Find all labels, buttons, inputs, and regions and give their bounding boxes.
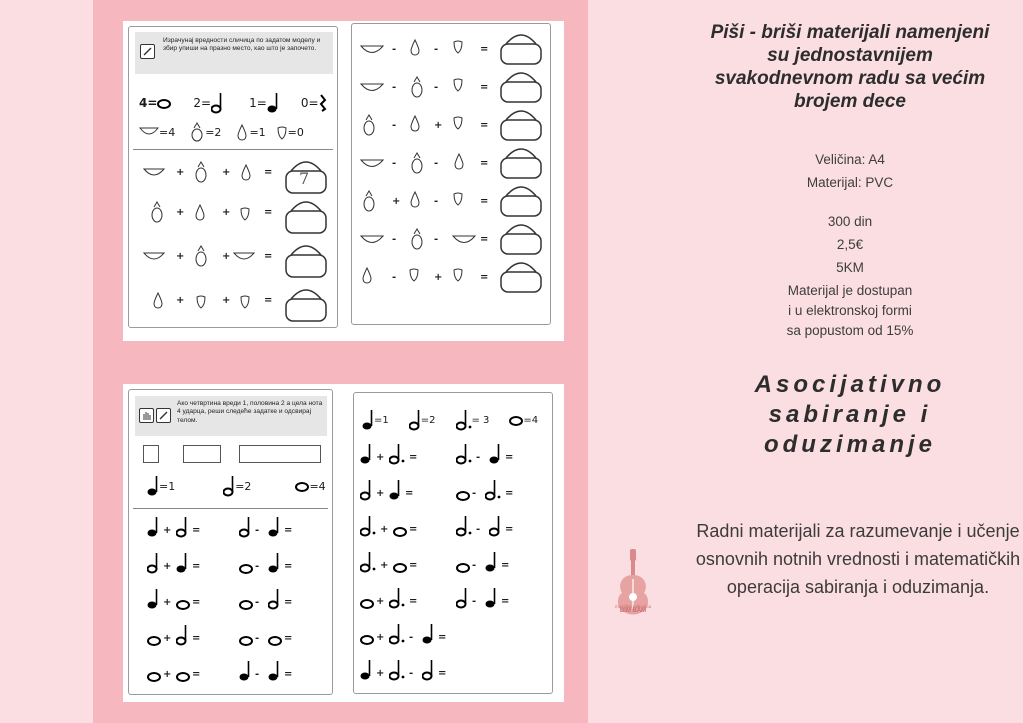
watermelon-icon: [143, 251, 165, 263]
equals-sign: =: [192, 669, 201, 680]
clap-icon: [143, 445, 159, 463]
minus-sign: -: [392, 82, 397, 93]
equals-sign: =: [284, 597, 293, 608]
note-legend: [147, 475, 326, 497]
dotted-half-note-icon: [456, 409, 472, 431]
quarter-note-value: 1=: [249, 96, 267, 110]
basket-icon: [283, 285, 329, 323]
equals-sign: =: [505, 524, 514, 535]
worksheet-page-right: [353, 392, 553, 694]
strawberry-icon: [452, 190, 464, 206]
pineapple-icon: [193, 245, 209, 267]
half-note-icon: [422, 659, 434, 681]
watermelon-icon: [139, 126, 159, 138]
fruit-values-row: [139, 122, 304, 142]
whole-note-icon: [393, 515, 407, 537]
half-note-icon: [176, 516, 188, 538]
plus-sign: +: [163, 597, 172, 608]
plus-sign: +: [380, 524, 389, 535]
pineapple-icon: [149, 201, 165, 223]
half-note-icon: [176, 624, 188, 646]
equals-sign: =: [264, 251, 273, 262]
basket-icon: [498, 182, 544, 218]
basket-icon: [498, 30, 544, 66]
strawberry-icon: [195, 293, 207, 309]
equals-sign: =: [505, 452, 514, 463]
plus-sign: +: [222, 207, 231, 218]
basket-icon: [498, 68, 544, 104]
whole-note-icon: [456, 479, 470, 501]
minus-sign: -: [392, 120, 397, 131]
strawberry-icon: [408, 266, 420, 282]
minus-sign: -: [472, 488, 477, 499]
dotted-half-note-icon: [389, 443, 405, 465]
whole-note-icon: [509, 415, 523, 426]
note-values-row: [139, 92, 327, 114]
equals-sign: =: [480, 158, 489, 169]
watermelon-icon: [360, 44, 384, 58]
size-text: Veličina: A4: [815, 152, 885, 167]
plus-sign: +: [376, 488, 385, 499]
quarter-note-icon: [239, 660, 251, 682]
equals-sign: =: [409, 596, 418, 607]
dotted-half-note-icon: [485, 479, 501, 501]
basket-icon: [498, 220, 544, 256]
quarter-note-icon: [147, 475, 159, 497]
pear-icon: [239, 163, 253, 181]
plus-sign: +: [176, 295, 185, 306]
plus-sign: +: [176, 167, 185, 178]
watermelon-icon: [360, 234, 384, 248]
divider: [133, 508, 328, 509]
strawberry-icon: [452, 114, 464, 130]
pineapple-icon: [408, 228, 426, 250]
dotted-half-note-icon: [456, 443, 472, 465]
basket-icon: [283, 241, 329, 279]
whole-note-icon: [147, 660, 161, 682]
clap-icon: [239, 445, 321, 463]
price-km: 5KM: [836, 260, 864, 275]
quarter-note-icon: [362, 409, 374, 431]
pear-icon: [408, 38, 422, 56]
whole-note-value: =4: [309, 479, 326, 493]
equals-sign: =: [480, 82, 489, 93]
dotted-half-note-value: = 3: [471, 414, 490, 426]
pineapple-value: =2: [205, 125, 222, 139]
strawberry-icon: [452, 266, 464, 282]
pineapple-icon: [408, 152, 426, 174]
quarter-note-value: =1: [374, 414, 389, 426]
equals-sign: =: [501, 596, 510, 607]
instruction-box: [135, 396, 327, 436]
minus-sign: -: [392, 44, 397, 55]
dotted-half-note-icon: [360, 551, 376, 573]
pencil-icon: [156, 408, 171, 423]
half-note-icon: [409, 409, 421, 431]
equals-sign: =: [264, 207, 273, 218]
electronic-note-2: i u elektronskoj formi: [788, 303, 912, 318]
plus-sign: +: [376, 596, 385, 607]
quarter-note-icon: [147, 588, 159, 610]
watermelon-icon: [360, 82, 384, 96]
half-note-value: 2=: [193, 96, 212, 110]
minus-sign: -: [392, 234, 397, 245]
minus-sign: -: [434, 234, 439, 245]
whole-note-icon: [295, 481, 309, 492]
pear-icon: [151, 291, 165, 309]
worksheet-page-left: [128, 26, 338, 328]
equation-row: [129, 285, 337, 325]
pineapple-icon: [408, 76, 426, 98]
worksheet-bottom-sheet: [123, 384, 564, 702]
plus-sign: +: [222, 167, 231, 178]
dotted-half-note-icon: [360, 515, 376, 537]
logo-text: [606, 604, 660, 614]
whole-note-icon: [360, 623, 374, 645]
strawberry-icon: [239, 205, 251, 221]
plus-sign: +: [163, 525, 172, 536]
equals-sign: =: [438, 668, 447, 679]
pencil-icon: [140, 44, 155, 59]
dotted-half-note-icon: [389, 659, 405, 681]
equation-row: [129, 157, 337, 197]
quarter-note-icon: [268, 660, 280, 682]
equals-sign: =: [480, 196, 489, 207]
plus-sign: +: [222, 295, 231, 306]
whole-note-icon: [360, 587, 374, 609]
equals-sign: =: [480, 234, 489, 245]
equals-sign: =: [264, 167, 273, 178]
basket-icon: [498, 106, 544, 142]
whole-note-icon: [268, 624, 282, 646]
instruction-text: Израчунај вредности сличица по задатом моделу и збир упиши на празно место, као што је започето.: [163, 37, 321, 53]
pineapple-icon: [360, 114, 378, 136]
equals-sign: =: [409, 560, 418, 571]
product-title: Asocijativno sabiranje i oduzimanje: [754, 371, 946, 458]
watermelon-icon: [452, 234, 476, 248]
equals-sign: =: [480, 44, 489, 55]
quarter-note-icon: [176, 552, 188, 574]
plus-sign: +: [163, 561, 172, 572]
instruction-text: Ако четвртина вреди 1, половина 2 а цела нота 4 ударца, реши следеће задатке и одсвирај телом.: [177, 400, 323, 424]
strawberry-value: =0: [287, 125, 304, 139]
pear-icon: [452, 152, 466, 170]
half-note-icon: [147, 552, 159, 574]
half-note-icon: [239, 516, 251, 538]
equals-sign: =: [284, 633, 293, 644]
quarter-rest-icon: [319, 94, 327, 112]
hand-icon: [139, 408, 154, 423]
plus-sign: +: [392, 196, 401, 207]
equation-row: [129, 197, 337, 237]
half-note-icon: [456, 587, 468, 609]
minus-sign: -: [434, 158, 439, 169]
pear-icon: [360, 266, 374, 284]
plus-sign: +: [176, 251, 185, 262]
minus-sign: -: [472, 560, 477, 571]
equals-sign: =: [284, 561, 293, 572]
plus-sign: +: [176, 207, 185, 218]
strawberry-icon: [239, 293, 251, 309]
worksheet-page-left: [128, 389, 333, 695]
minus-sign: -: [476, 524, 481, 535]
minus-sign: -: [434, 44, 439, 55]
quarter-note-icon: [268, 552, 280, 574]
minus-sign: -: [472, 596, 477, 607]
plus-sign: +: [376, 632, 385, 643]
pineapple-icon: [193, 161, 209, 183]
material-text: Materijal: PVC: [806, 175, 894, 190]
half-note-icon: [223, 475, 235, 497]
minus-sign: -: [476, 452, 481, 463]
dotted-half-note-icon: [389, 587, 405, 609]
dotted-half-note-icon: [389, 623, 405, 645]
whole-note-icon: [456, 551, 470, 573]
whole-note-icon: [157, 98, 171, 109]
half-note-icon: [489, 515, 501, 537]
equals-sign: =: [438, 632, 447, 643]
pear-icon: [408, 190, 422, 208]
equals-sign: =: [284, 525, 293, 536]
logo-brand: BIM BAM: [619, 608, 647, 614]
plus-sign: +: [163, 633, 172, 644]
pear-value: =1: [249, 125, 266, 139]
dotted-half-note-icon: [456, 515, 472, 537]
pineapple-icon: [360, 190, 378, 212]
basket-icon: [283, 197, 329, 235]
equals-sign: =: [405, 488, 414, 499]
headline: Piši - briši materijali namenjeni su jednostavnijem svakodnevnom radu sa većim brojem dece: [710, 22, 990, 112]
plus-sign: +: [222, 251, 231, 262]
minus-sign: -: [255, 597, 260, 608]
plus-sign: +: [376, 668, 385, 679]
whole-note-icon: [147, 624, 161, 646]
minus-sign: -: [392, 272, 397, 283]
electronic-note-1: Materijal je dostupan: [787, 283, 913, 298]
plus-sign: +: [434, 120, 443, 131]
worksheet-top-sheet: [123, 21, 564, 341]
half-note-value: =2: [420, 414, 436, 426]
minus-sign: -: [434, 82, 439, 93]
equals-sign: =: [192, 597, 201, 608]
instruction-box: [135, 32, 333, 74]
half-note-icon: [360, 479, 372, 501]
whole-note-value: =4: [523, 414, 539, 426]
quarter-note-icon: [422, 623, 434, 645]
minus-sign: -: [255, 561, 260, 572]
strawberry-icon: [452, 76, 464, 92]
minus-sign: -: [255, 669, 260, 680]
watermelon-icon: [233, 251, 255, 263]
equals-sign: =: [505, 488, 514, 499]
quarter-note-icon: [389, 479, 401, 501]
basket-icon: [498, 258, 544, 294]
divider: [133, 149, 333, 150]
equals-sign: =: [480, 120, 489, 131]
clapping-icons-row: [139, 445, 324, 467]
quarter-note-icon: [485, 587, 497, 609]
whole-note-value: 4=: [139, 96, 158, 110]
whole-note-icon: [239, 588, 253, 610]
whole-note-icon: [239, 552, 253, 574]
price-eur: 2,5€: [836, 237, 864, 252]
plus-sign: +: [380, 560, 389, 571]
pear-icon: [193, 203, 207, 221]
equals-sign: =: [192, 633, 201, 644]
equals-sign: =: [409, 524, 418, 535]
minus-sign: -: [409, 668, 414, 679]
equals-sign: =: [264, 295, 273, 306]
rest-value: 0=: [300, 96, 319, 110]
watermelon-icon: [360, 158, 384, 172]
info-panel: [600, 0, 1023, 723]
minus-sign: -: [434, 196, 439, 207]
plus-sign: +: [163, 669, 172, 680]
plus-sign: +: [376, 452, 385, 463]
half-note-value: =2: [235, 479, 252, 493]
whole-note-icon: [393, 551, 407, 573]
minus-sign: -: [255, 633, 260, 644]
strawberry-icon: [452, 38, 464, 54]
quarter-note-icon: [267, 92, 279, 114]
pear-icon: [408, 114, 422, 132]
strawberry-icon: [276, 124, 288, 140]
electronic-note-3: sa popustom od 15%: [786, 323, 914, 338]
quarter-note-icon: [485, 551, 497, 573]
quarter-note-icon: [360, 659, 372, 681]
pear-icon: [235, 123, 249, 141]
minus-sign: -: [392, 158, 397, 169]
equals-sign: =: [192, 561, 201, 572]
whole-note-icon: [176, 588, 190, 610]
answer-handwritten: 7: [299, 169, 310, 188]
equals-sign: =: [480, 272, 489, 283]
equals-sign: =: [284, 669, 293, 680]
whole-note-icon: [239, 624, 253, 646]
minus-sign: -: [409, 632, 414, 643]
note-legend: [362, 409, 538, 431]
minus-sign: -: [255, 525, 260, 536]
plus-sign: +: [434, 272, 443, 283]
watermelon-value: =4: [159, 125, 176, 139]
quarter-note-icon: [360, 443, 372, 465]
equals-sign: =: [409, 452, 418, 463]
equals-sign: =: [501, 560, 510, 571]
product-description: Radni materijali za razumevanje i učenje osnovnih notnih vrednosti i matematičkih operacija sabiranja i oduzimanja.: [695, 521, 1021, 597]
equals-sign: =: [192, 525, 201, 536]
pineapple-icon: [189, 122, 205, 142]
clap-icon: [183, 445, 221, 463]
basket-icon: [498, 144, 544, 180]
quarter-note-icon: [489, 443, 501, 465]
price-din: 300 din: [827, 214, 873, 229]
equation-row: [129, 241, 337, 281]
half-note-icon: [268, 588, 280, 610]
half-note-icon: [211, 92, 223, 114]
quarter-note-icon: [268, 516, 280, 538]
worksheet-page-right: [351, 23, 551, 325]
watermelon-icon: [143, 167, 165, 179]
whole-note-icon: [176, 660, 190, 682]
quarter-note-icon: [147, 516, 159, 538]
logo-subtitle: muzička radionica: [614, 604, 651, 609]
quarter-note-value: =1: [159, 479, 176, 493]
